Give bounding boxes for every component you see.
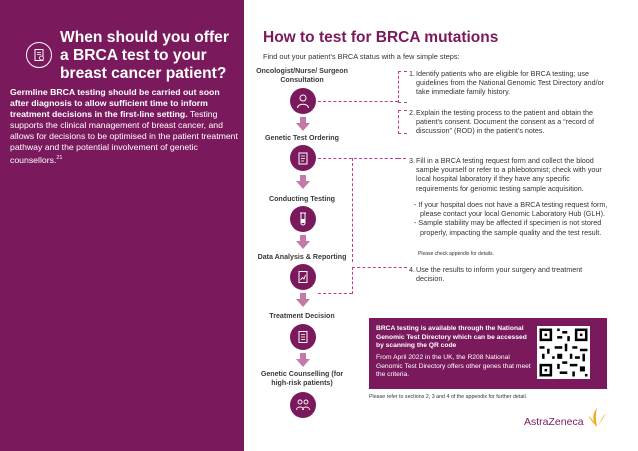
connector-step1-bracket xyxy=(398,71,407,103)
clipboard-icon xyxy=(290,145,316,171)
document-icon xyxy=(290,324,316,350)
arrow-down-icon xyxy=(296,293,310,307)
arrow-down-icon xyxy=(296,117,310,131)
arrow-down-icon xyxy=(296,175,310,189)
stage-label-ordering: Genetic Test Ordering xyxy=(265,134,339,142)
connector-step3-bracket xyxy=(398,158,406,159)
left-body-bold: Germline BRCA testing should be carried out soon after diagnosis to allow sufficient time to inform treatment decisions in the first-line setting. xyxy=(10,87,220,119)
step-2: 2. Explain the testing process to the patient and obtain the patient’s consent. Document the consent as a “record of discussion” (ROD) in the patient’s notes. xyxy=(409,108,595,136)
connector-step4-line xyxy=(352,267,407,294)
report-icon xyxy=(290,264,316,290)
astrazeneca-symbol-icon xyxy=(586,406,608,428)
connector-step4 xyxy=(318,293,352,294)
references-note: Please refer to sections 2, 3 and 4 of the appendix for further detail. xyxy=(369,394,528,400)
qr-code[interactable] xyxy=(537,326,590,379)
step-3-bullets xyxy=(414,200,610,237)
stage-label-decision: Treatment Decision xyxy=(269,312,335,320)
arrow-down-icon xyxy=(296,353,310,367)
qr-box-body: From April 2022 in the UK, the R208 National Genomic Test Directory offers other genes that meet the criteria. xyxy=(376,354,531,379)
stage-label-testing: Conducting Testing xyxy=(268,195,336,203)
qr-box-heading: BRCA testing is available through the National Genomic Test Directory which can be accessed by scanning the QR code xyxy=(376,325,527,350)
step-1: 1. Identify patients who are eligible for BRCA testing; use guidelines from the National Genomic Test Directory and/or take immediate family history. xyxy=(409,69,605,97)
left-body xyxy=(10,87,238,166)
page-title: How to test for BRCA mutations xyxy=(263,29,499,46)
appendix-note: Please check appendix for details. xyxy=(418,251,494,257)
page-subtitle: Find out your patient’s BRCA status with a few simple steps: xyxy=(263,52,460,61)
left-body-ref: 21 xyxy=(56,155,63,161)
bullet-item: - If your hospital does not have a BRCA testing request form, please contact your local Genomic Laboratory Hub (GLH). xyxy=(414,200,608,219)
document-check-icon xyxy=(26,42,52,68)
astrazeneca-logo xyxy=(524,416,608,428)
stage-label-analysis: Data Analysis & Reporting xyxy=(257,253,347,261)
left-body-text: Testing supports the clinical management of breast cancer, and allows for decisions to be optimised in the patient treatment pathway and the potential involvement of genetic counsellors. xyxy=(10,109,238,165)
test-tube-icon xyxy=(290,206,316,232)
step-3: 3. Fill in a BRCA testing request form and collect the blood sample yourself or refer to a phlebotomist; check with your local hospital laboratory if they have any specific requirements for genomic testing sample acquisition. xyxy=(409,156,602,193)
connector-step1 xyxy=(318,101,398,102)
stage-label-consultation: Oncologist/Nurse/ Surgeon Consultation xyxy=(256,67,348,84)
connector-step3-line xyxy=(352,158,353,262)
bullet-item: - Sample stability may be affected if specimen is not stored properly, impacting the sample quality and the test result. xyxy=(414,218,602,237)
logo-text: AstraZeneca xyxy=(524,416,584,428)
stage-label-counselling: Genetic Counselling (for high-risk patients) xyxy=(260,370,344,387)
doctor-icon xyxy=(290,88,316,114)
connector-step2-bracket xyxy=(398,110,407,134)
step-4: 4. Use the results to inform your surgery and treatment decision. xyxy=(409,265,583,284)
left-panel xyxy=(0,0,244,451)
qr-info-box xyxy=(369,318,607,389)
arrow-down-icon xyxy=(296,235,310,249)
counselling-icon xyxy=(290,392,316,418)
left-title: When should you offer a BRCA test to your breast cancer patient? xyxy=(60,29,229,82)
connector-step3 xyxy=(318,158,398,159)
